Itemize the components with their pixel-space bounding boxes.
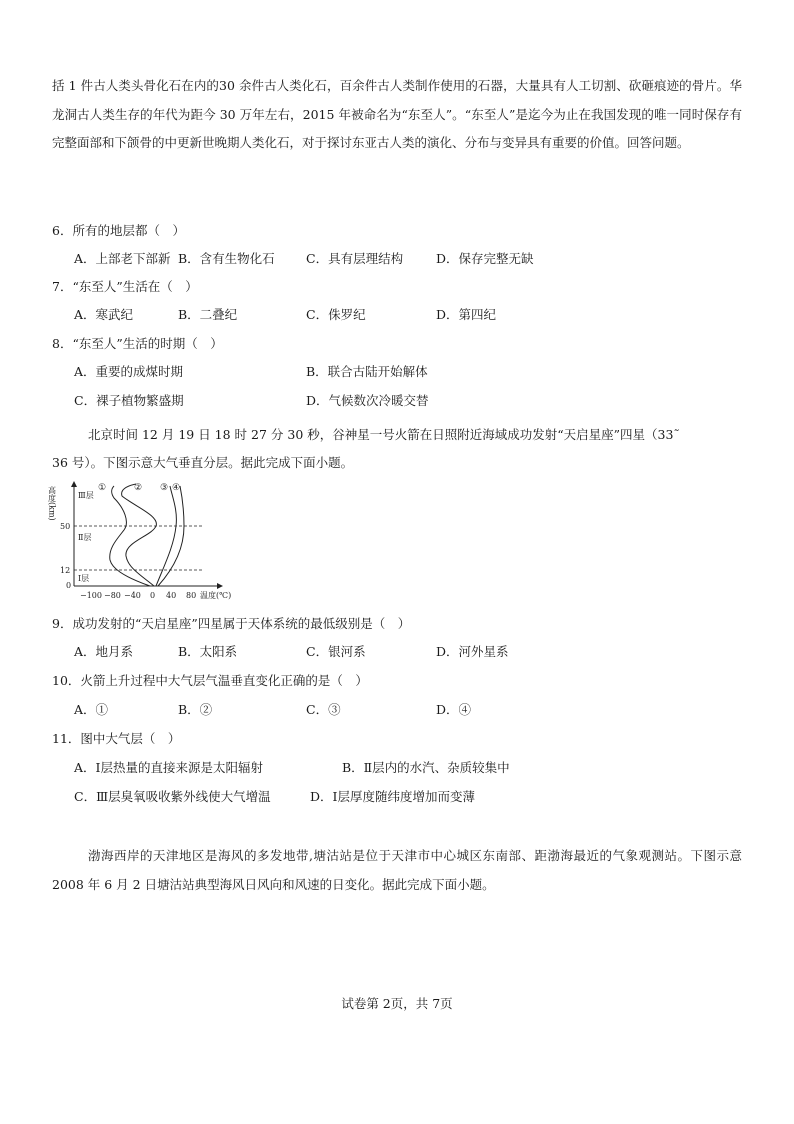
x-tick-80: 80 bbox=[186, 591, 197, 600]
series-label-3: ③ bbox=[160, 483, 169, 493]
layer-2-label: Ⅱ层 bbox=[78, 533, 92, 542]
y-tick-12: 12 bbox=[60, 566, 71, 575]
chart-xlabel: 温度(℃) bbox=[200, 591, 232, 600]
q9-option-b[interactable]: B．太阳系 bbox=[178, 644, 238, 659]
q6-option-a[interactable]: A．上部老下部新 bbox=[74, 251, 171, 266]
passage2-line2: 36 号）。下图示意大气垂直分层。据此完成下面小题。 bbox=[52, 455, 354, 470]
q8-option-b[interactable]: B．联合古陆开始解体 bbox=[306, 364, 428, 379]
series-label-2: ② bbox=[134, 483, 143, 493]
q10-option-d[interactable]: D．④ bbox=[436, 702, 472, 717]
q6-option-d[interactable]: D．保存完整无缺 bbox=[436, 251, 534, 266]
question-8-stem: 8．“东至人”生活的时期（ ） bbox=[52, 336, 223, 351]
y-tick-50: 50 bbox=[60, 522, 71, 531]
y-tick-0: 0 bbox=[66, 581, 72, 590]
q9-option-d[interactable]: D．河外星系 bbox=[436, 644, 509, 659]
q7-option-d[interactable]: D．第四纪 bbox=[436, 307, 497, 322]
q10-option-a[interactable]: A．① bbox=[74, 702, 109, 717]
passage3: 渤海西岸的天津地区是海风的多发地带,塘沽站是位于天津市中心城区东南部、距渤海最近的气象观测站。下图示意 2008 年 6 月 2 日塘沽站典型海风日风向和风速的日变化。据此完成下面小题。 bbox=[52, 848, 742, 892]
question-7-stem: 7．“东至人”生活在（ ） bbox=[52, 279, 198, 294]
intro-paragraph: 括 1 件古人类头骨化石在内的30 余件古人类化石，百余件古人类制作使用的石器，大量具有人工切割、砍砸痕迹的骨片。华龙洞古人类生存的年代为距今 30 万年左右，2015 年被命名为“东至人”。“东至人”是迄今为止在我国发现的唯一同时保存有完整面部和下颌骨的中更新世晚期人类化石，对于探讨东亚古人类的演化、分布与变异具有重要的价值。回答问题。 bbox=[52, 78, 742, 150]
question-11-stem: 11．图中大气层（ ） bbox=[52, 731, 181, 746]
question-9-stem: 9．成功发射的“天启星座”四星属于天体系统的最低级别是（ ） bbox=[52, 616, 411, 631]
x-tick-neg80: −80 bbox=[104, 591, 121, 600]
page-footer: 试卷第 2页，共 7页 bbox=[341, 996, 453, 1011]
q8-option-d[interactable]: D．气候数次冷暖交替 bbox=[306, 393, 429, 408]
series-label-4: ④ bbox=[172, 483, 181, 493]
layer-3-label: Ⅲ层 bbox=[78, 491, 94, 500]
q6-option-c[interactable]: C．具有层理结构 bbox=[306, 251, 404, 266]
x-tick-40: 40 bbox=[166, 591, 177, 600]
q7-option-b[interactable]: B．二叠纪 bbox=[178, 307, 238, 322]
q7-option-a[interactable]: A．寒武纪 bbox=[74, 307, 134, 322]
q8-option-c[interactable]: C．裸子植物繁盛期 bbox=[74, 393, 184, 408]
x-tick-neg40: −40 bbox=[124, 591, 141, 600]
chart-ylabel: 高度(km) bbox=[47, 486, 57, 521]
curve-3 bbox=[156, 486, 176, 586]
q11-option-a[interactable]: A．Ⅰ层热量的直接来源是太阳辐射 bbox=[74, 760, 263, 775]
q11-option-b[interactable]: B．Ⅱ层内的水汽、杂质较集中 bbox=[342, 760, 510, 775]
question-6-stem: 6．所有的地层都（ ） bbox=[52, 223, 185, 238]
q11-option-c[interactable]: C．Ⅲ层臭氧吸收紫外线使大气增温 bbox=[74, 789, 271, 804]
atmosphere-chart bbox=[47, 476, 252, 606]
curve-2 bbox=[122, 484, 157, 586]
q9-option-a[interactable]: A．地月系 bbox=[74, 644, 134, 659]
x-tick-neg100: −100 bbox=[80, 591, 102, 600]
layer-1-label: Ⅰ层 bbox=[78, 574, 90, 583]
q7-option-c[interactable]: C．侏罗纪 bbox=[306, 307, 366, 322]
q6-option-b[interactable]: B．含有生物化石 bbox=[178, 251, 275, 266]
q8-option-a[interactable]: A．重要的成煤时期 bbox=[74, 364, 184, 379]
passage2-line1: 北京时间 12 月 19 日 18 时 27 分 30 秒，谷神星一号火箭在日照附近海域成功发射“天启星座”四星（33˜ bbox=[88, 427, 680, 442]
x-tick-0: 0 bbox=[150, 591, 156, 600]
q9-option-c[interactable]: C．银河系 bbox=[306, 644, 366, 659]
series-label-1: ① bbox=[98, 483, 107, 493]
q10-option-b[interactable]: B．② bbox=[178, 702, 213, 717]
question-10-stem: 10．火箭上升过程中大气层气温垂直变化正确的是（ ） bbox=[52, 673, 368, 688]
q11-option-d[interactable]: D．Ⅰ层厚度随纬度增加而变薄 bbox=[310, 789, 475, 804]
q10-option-c[interactable]: C．③ bbox=[306, 702, 341, 717]
